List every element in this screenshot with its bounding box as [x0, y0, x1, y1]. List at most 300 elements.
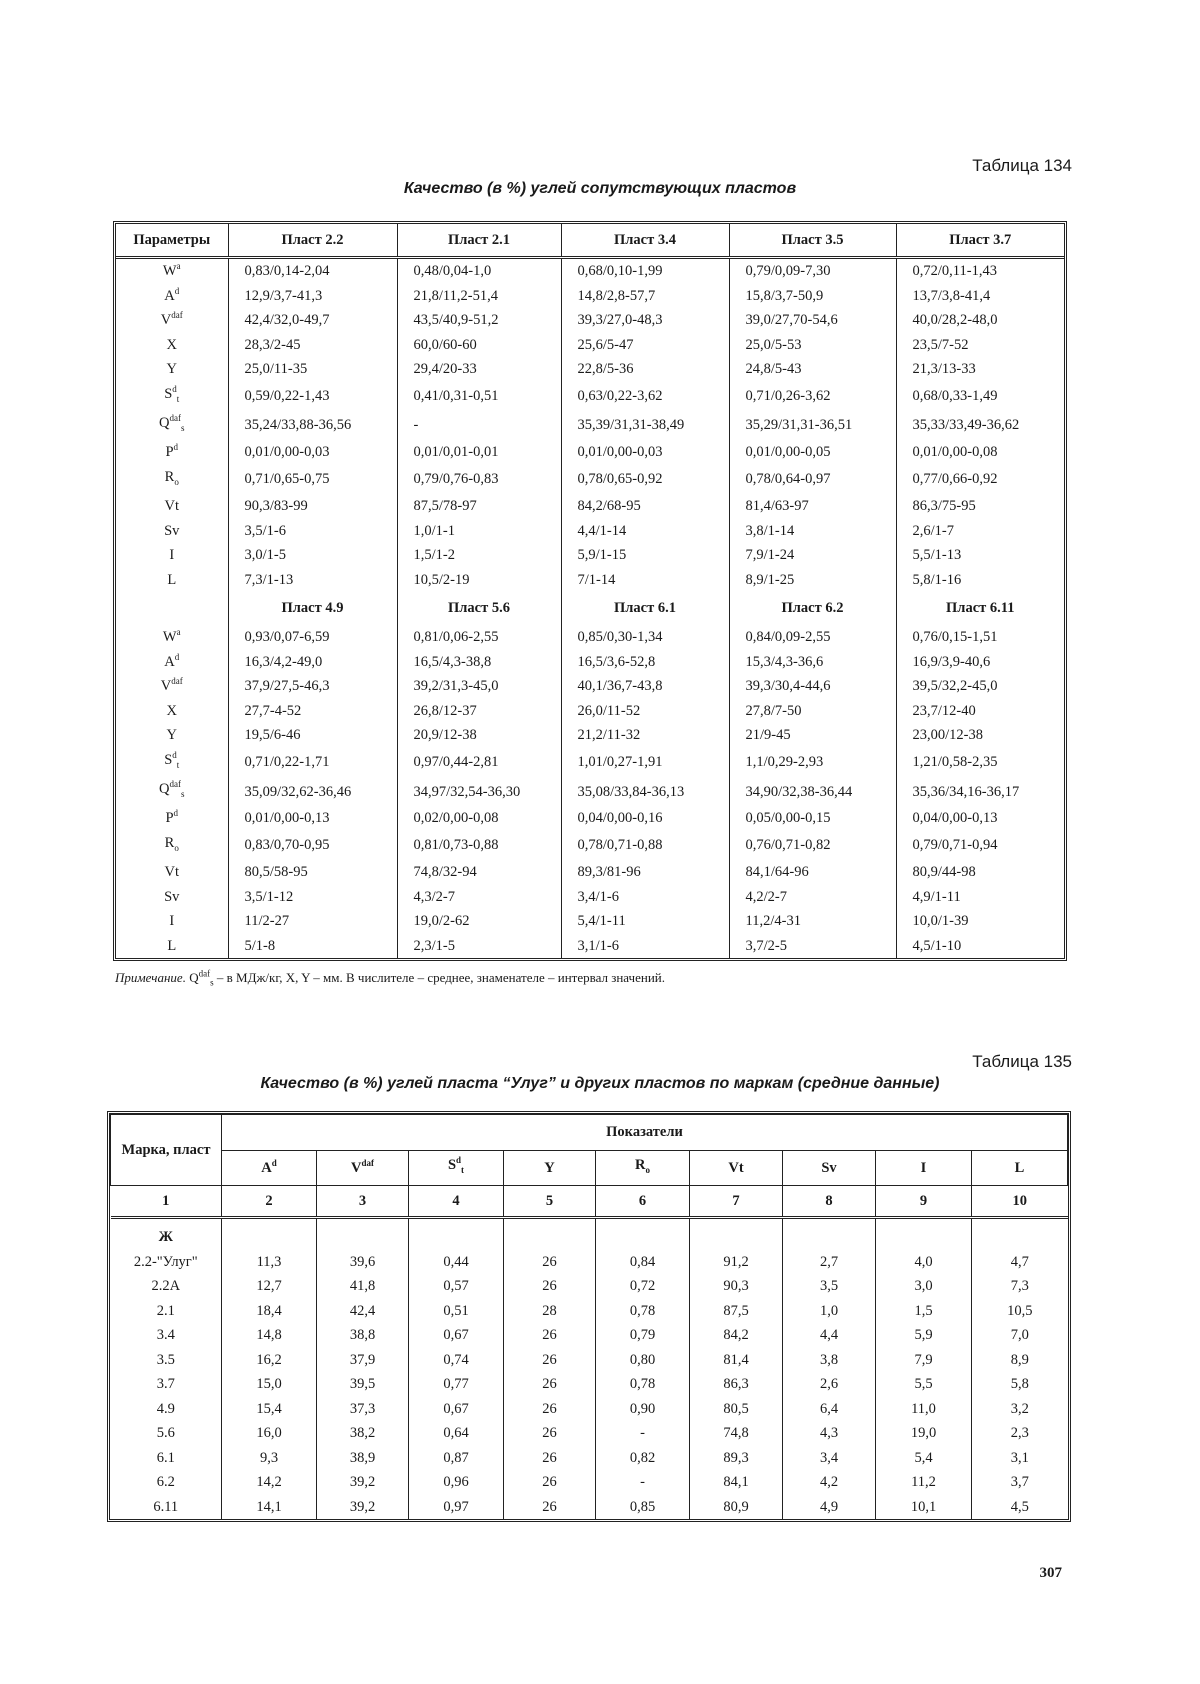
- table-cell: 26: [504, 1446, 596, 1471]
- table-cell: 1,1/0,29-2,93: [729, 748, 896, 777]
- table-cell: 11,0: [876, 1397, 972, 1422]
- grade-group-row: [111, 1218, 1068, 1250]
- table-cell: 89,3/81-96: [561, 860, 729, 885]
- table-cell: 90,3: [690, 1274, 783, 1299]
- param-label: $R_o$: [116, 465, 228, 494]
- table-cell: 8,9/1-25: [729, 568, 896, 593]
- table-cell: 10,1: [876, 1495, 972, 1520]
- table-cell: 14,1: [222, 1495, 317, 1520]
- table-cell: 14,8/2,8-57,7: [561, 284, 729, 309]
- table-cell: 0,71/0,22-1,71: [228, 748, 397, 777]
- table-cell: 35,08/33,84-36,13: [561, 777, 729, 806]
- table-cell: 42,4: [317, 1299, 409, 1324]
- table-cell: 38,8: [317, 1323, 409, 1348]
- table-cell: 1,5: [876, 1299, 972, 1324]
- table-row: [116, 308, 1064, 333]
- table-cell: 26: [504, 1421, 596, 1446]
- table-cell: 0,84: [596, 1250, 690, 1275]
- col-header-indicator: $R_o$: [596, 1150, 690, 1186]
- table-cell: 34,90/32,38-36,44: [729, 777, 896, 806]
- table-row: [116, 748, 1064, 777]
- blank-cell: [317, 1218, 409, 1250]
- table-cell: 0,68/0,33-1,49: [912, 387, 998, 404]
- table-cell: 0,41/0,31-0,51: [397, 382, 561, 411]
- table-cell: 5,4/1-11: [561, 909, 729, 934]
- col-header-indicator: $V^{daf}$: [317, 1150, 409, 1186]
- param-label: X: [116, 333, 228, 358]
- table-cell: 23,7/12-40: [912, 702, 976, 719]
- blank-cell: [876, 1218, 972, 1250]
- table-cell: 37,9/27,5-46,3: [228, 674, 397, 699]
- table-cell: 0,51: [409, 1299, 504, 1324]
- table-cell: 20,9/12-38: [397, 723, 561, 748]
- param-label: $V^{daf}$: [116, 674, 228, 699]
- param-label: $Q^{daf}_s$: [116, 777, 228, 806]
- table-cell: 0,44: [409, 1250, 504, 1275]
- table-cell: 26: [504, 1250, 596, 1275]
- table-cell: 19,5/6-46: [228, 723, 397, 748]
- column-number: 2: [222, 1186, 317, 1218]
- table-cell: 28,3/2-45: [228, 333, 397, 358]
- table-cell: 84,1: [690, 1470, 783, 1495]
- table-row: [116, 806, 1064, 831]
- table-cell: 2,6/1-7: [912, 522, 954, 539]
- table-cell: 91,2: [690, 1250, 783, 1275]
- param-label: Y: [116, 723, 228, 748]
- table-cell: 0,87: [409, 1446, 504, 1471]
- table-row: [116, 777, 1064, 806]
- table-cell: 25,0/11-35: [228, 357, 397, 382]
- table-cell: 26: [504, 1470, 596, 1495]
- table-cell: 84,2/68-95: [561, 494, 729, 519]
- blank-cell: [409, 1218, 504, 1250]
- table-cell: 0,85/0,30-1,34: [561, 625, 729, 650]
- table-cell: 3,2: [1010, 1400, 1029, 1417]
- note-text: – в МДж/кг, X, Y – мм. В числителе – среднее, знаменателе – интервал значений.: [216, 970, 665, 985]
- table-cell: 1,01/0,27-1,91: [561, 748, 729, 777]
- table-cell: -: [596, 1421, 690, 1446]
- column-number: 4: [409, 1186, 504, 1218]
- table-cell: 21/9-45: [729, 723, 896, 748]
- param-label: Vt: [116, 860, 228, 885]
- table-cell: 0,85: [596, 1495, 690, 1520]
- table-cell: 5,9: [876, 1323, 972, 1348]
- table-row: [116, 382, 1064, 411]
- blank-cell: [783, 1218, 876, 1250]
- seam-name: 6.1: [111, 1446, 222, 1471]
- table-row: [116, 831, 1064, 860]
- table-cell: 39,5: [317, 1372, 409, 1397]
- table-cell: 1,21/0,58-2,35: [912, 754, 998, 771]
- table-row: [116, 465, 1064, 494]
- table-cell: 26,0/11-52: [561, 699, 729, 724]
- table-cell: 35,33/33,49-36,62: [912, 417, 1020, 434]
- table-row: [111, 1372, 1068, 1397]
- table-cell: 3,0/1-5: [228, 543, 397, 568]
- table-cell: 40,1/36,7-43,8: [561, 674, 729, 699]
- table-cell: 0,82: [596, 1446, 690, 1471]
- table-cell: 0,01/0,01-0,01: [397, 440, 561, 465]
- param-label: $S^d_t$: [116, 748, 228, 777]
- table-134: [113, 221, 1067, 961]
- subheader-row: [116, 592, 1064, 625]
- table-row: [116, 885, 1064, 910]
- table-cell: 0,71/0,26-3,62: [729, 382, 896, 411]
- table-cell: 21,3/13-33: [912, 361, 976, 377]
- table-cell: 74,8/32-94: [397, 860, 561, 885]
- table-cell: 37,9: [317, 1348, 409, 1373]
- column-number: 8: [783, 1186, 876, 1218]
- table-cell: 7,9/1-24: [729, 543, 896, 568]
- table-cell: 7,3/1-13: [228, 568, 397, 593]
- table-134-note: [115, 970, 665, 988]
- table-cell: 15,4: [222, 1397, 317, 1422]
- table-cell: 16,0: [222, 1421, 317, 1446]
- table-cell: 3,0: [876, 1274, 972, 1299]
- table-row: [116, 650, 1064, 675]
- param-label: I: [116, 543, 228, 568]
- table-cell: 11,3: [222, 1250, 317, 1275]
- table-cell: 5,4: [876, 1446, 972, 1471]
- table-cell: 84,2: [690, 1323, 783, 1348]
- table-cell: 0,04/0,00-0,16: [561, 806, 729, 831]
- column-number-row: [111, 1186, 1068, 1218]
- param-label: $A^d$: [116, 650, 228, 675]
- table-cell: 3,5: [783, 1274, 876, 1299]
- table-cell: 0,05/0,00-0,15: [729, 806, 896, 831]
- table-cell: 9,3: [222, 1446, 317, 1471]
- table-cell: 40,0/28,2-48,0: [912, 312, 998, 328]
- table-cell: 74,8: [690, 1421, 783, 1446]
- table-cell: 4,5/1-10: [912, 937, 962, 954]
- table-cell: 0,78/0,71-0,88: [561, 831, 729, 860]
- table-row: [116, 357, 1064, 382]
- table-cell: 0,59/0,22-1,43: [228, 382, 397, 411]
- table-cell: 0,80: [596, 1348, 690, 1373]
- param-label: L: [116, 934, 228, 959]
- param-label: $S^d_t$: [116, 382, 228, 411]
- table-cell: 5,9/1-15: [561, 543, 729, 568]
- table-row: [116, 440, 1064, 465]
- table-cell: 0,01/0,00-0,05: [729, 440, 896, 465]
- table-cell: 26,8/12-37: [397, 699, 561, 724]
- table-row: [116, 494, 1064, 519]
- table-cell: 0,90: [596, 1397, 690, 1422]
- col-header-indicator: Y: [504, 1150, 596, 1186]
- blank-cell: [690, 1218, 783, 1250]
- table-cell: 10,5: [1007, 1302, 1033, 1319]
- param-label: $P^d$: [116, 440, 228, 465]
- table-row: [116, 674, 1064, 699]
- table-cell: 0,78: [596, 1372, 690, 1397]
- table-cell: 5,8/1-16: [912, 571, 962, 588]
- table-cell: 90,3/83-99: [228, 494, 397, 519]
- table-cell: 0,64: [409, 1421, 504, 1446]
- table-cell: 16,5/3,6-52,8: [561, 650, 729, 675]
- table-cell: 39,3/27,0-48,3: [561, 308, 729, 333]
- table-cell: 12,7: [222, 1274, 317, 1299]
- table-cell: 0,68/0,10-1,99: [561, 258, 729, 284]
- table-cell: 21,8/11,2-51,4: [397, 284, 561, 309]
- param-label: $A^d$: [116, 284, 228, 309]
- column-number: 6: [596, 1186, 690, 1218]
- table-cell: 14,8: [222, 1323, 317, 1348]
- table-cell: 7,3: [1010, 1278, 1029, 1294]
- table-row: [116, 284, 1064, 309]
- table-cell: 2,3/1-5: [397, 934, 561, 959]
- col-header-indicator: L: [972, 1150, 1068, 1186]
- table-cell: 39,3/30,4-44,6: [729, 674, 896, 699]
- col-header-seam: Пласт 2.2: [228, 224, 397, 258]
- note-label: Примечание.: [115, 970, 186, 985]
- col-header-indicator: I: [876, 1150, 972, 1186]
- table-cell: 0,67: [409, 1397, 504, 1422]
- table-cell: 26: [504, 1348, 596, 1373]
- table-cell: 0,77: [409, 1372, 504, 1397]
- table-cell: -: [596, 1470, 690, 1495]
- column-number: 5: [504, 1186, 596, 1218]
- table-cell: 3,7/2-5: [729, 934, 896, 959]
- table-cell: 0,97/0,44-2,81: [397, 748, 561, 777]
- table-135-label: Таблица 135: [972, 1052, 1072, 1071]
- table-cell: 26: [504, 1274, 596, 1299]
- blank-cell: [596, 1218, 690, 1250]
- table-cell: 8,9: [1010, 1351, 1029, 1368]
- table-cell: 80,5: [690, 1397, 783, 1422]
- table-cell: 60,0/60-60: [397, 333, 561, 358]
- col-header-seam: Пласт 3.5: [729, 224, 896, 258]
- table-cell: 0,83/0,70-0,95: [228, 831, 397, 860]
- table-cell: 35,39/31,31-38,49: [561, 411, 729, 440]
- table-cell: 81,4: [690, 1348, 783, 1373]
- table-cell: 4,3: [783, 1421, 876, 1446]
- table-cell: 35,29/31,31-36,51: [729, 411, 896, 440]
- table-cell: 4,4/1-14: [561, 519, 729, 544]
- seam-name: 6.11: [111, 1495, 222, 1520]
- seam-name: 3.4: [111, 1323, 222, 1348]
- column-number: 10: [972, 1186, 1068, 1218]
- table-cell: 3,4: [783, 1446, 876, 1471]
- table-cell: 1,5/1-2: [397, 543, 561, 568]
- table-cell: 0,81/0,06-2,55: [397, 625, 561, 650]
- table-cell: 23,5/7-52: [912, 336, 969, 353]
- table-cell: 13,7/3,8-41,4: [912, 287, 991, 304]
- table-cell: 3,8: [783, 1348, 876, 1373]
- table-cell: 4,4: [783, 1323, 876, 1348]
- table-cell: 15,3/4,3-36,6: [729, 650, 896, 675]
- seam-name: 2.1: [111, 1299, 222, 1324]
- table-cell: 11,2/4-31: [729, 909, 896, 934]
- table-cell: 0,77/0,66-0,92: [912, 471, 998, 488]
- table-cell: 0,78: [596, 1299, 690, 1324]
- table-cell: 41,8: [317, 1274, 409, 1299]
- table-cell: 1,0: [783, 1299, 876, 1324]
- blank-cell: [222, 1218, 317, 1250]
- table-cell: 12,9/3,7-41,3: [228, 284, 397, 309]
- table-cell: -: [397, 411, 561, 440]
- table-cell: 16,3/4,2-49,0: [228, 650, 397, 675]
- param-label: Sv: [116, 885, 228, 910]
- table-cell: 21,2/11-32: [561, 723, 729, 748]
- table-row: [116, 411, 1064, 440]
- table-cell: 3,8/1-14: [729, 519, 896, 544]
- param-label: Y: [116, 357, 228, 382]
- param-label: $R_o$: [116, 831, 228, 860]
- table-cell: 3,5/1-12: [228, 885, 397, 910]
- param-label: L: [116, 568, 228, 593]
- table-cell: 4,3/2-7: [397, 885, 561, 910]
- table-cell: 0,01/0,00-0,08: [912, 444, 998, 461]
- seam-name: 4.9: [111, 1397, 222, 1422]
- col-header-indicator: Sv: [783, 1150, 876, 1186]
- table-cell: 25,0/5-53: [729, 333, 896, 358]
- table-cell: 5/1-8: [228, 934, 397, 959]
- subheader-seam: Пласт 5.6: [397, 592, 561, 625]
- seam-name: 3.7: [111, 1372, 222, 1397]
- table-cell: 38,2: [317, 1421, 409, 1446]
- table-row: [116, 568, 1064, 593]
- table-cell: 0,78/0,65-0,92: [561, 465, 729, 494]
- seam-name: 5.6: [111, 1421, 222, 1446]
- table-cell: 16,5/4,3-38,8: [397, 650, 561, 675]
- table-cell: 4,9/1-11: [912, 888, 961, 905]
- table-cell: 43,5/40,9-51,2: [397, 308, 561, 333]
- table-row: [116, 519, 1064, 544]
- table-cell: 0,79: [596, 1323, 690, 1348]
- table-cell: 0,01/0,00-0,03: [228, 440, 397, 465]
- table-row: [111, 1397, 1068, 1422]
- table-cell: 87,5/78-97: [397, 494, 561, 519]
- table-cell: 2,3: [1010, 1425, 1029, 1441]
- table-cell: 0,01/0,00-0,03: [561, 440, 729, 465]
- table-cell: 0,74: [409, 1348, 504, 1373]
- table-cell: 15,8/3,7-50,9: [729, 284, 896, 309]
- subheader-seam: Пласт 6.2: [729, 592, 896, 625]
- table-cell: 39,2: [317, 1495, 409, 1520]
- table-cell: 7,9: [876, 1348, 972, 1373]
- table-row: [111, 1274, 1068, 1299]
- table-cell: 19,0/2-62: [397, 909, 561, 934]
- table-cell: 39,2: [317, 1470, 409, 1495]
- table-cell: 0,57: [409, 1274, 504, 1299]
- table-cell: 4,7: [1010, 1253, 1029, 1270]
- table-cell: 6,4: [783, 1397, 876, 1422]
- col-header-params: Параметры: [116, 224, 228, 258]
- table-cell: 16,9/3,9-40,6: [912, 653, 991, 670]
- blank-cell: [504, 1218, 596, 1250]
- table-cell: 3,4/1-6: [561, 885, 729, 910]
- table-cell: 0,79/0,09-7,30: [729, 258, 896, 284]
- table-row: [111, 1323, 1068, 1348]
- table-cell: 0,04/0,00-0,13: [912, 810, 998, 827]
- table-135: [107, 1111, 1071, 1522]
- table-cell: 86,3: [690, 1372, 783, 1397]
- table-cell: 5,5: [876, 1372, 972, 1397]
- table-cell: 26: [504, 1372, 596, 1397]
- table-cell: 0,67: [409, 1323, 504, 1348]
- table-cell: 0,48/0,04-1,0: [397, 258, 561, 284]
- param-label: X: [116, 699, 228, 724]
- col-header-seam: Пласт 2.1: [397, 224, 561, 258]
- table-cell: 35,09/32,62-36,46: [228, 777, 397, 806]
- table-row: [116, 934, 1064, 959]
- table-cell: 5,8: [1010, 1376, 1029, 1392]
- table-row: [116, 543, 1064, 568]
- table-row: [116, 699, 1064, 724]
- seam-name: 2.2A: [111, 1274, 222, 1299]
- param-label: $V^{daf}$: [116, 308, 228, 333]
- table-cell: 28: [504, 1299, 596, 1324]
- table-cell: 80,5/58-95: [228, 860, 397, 885]
- col-header-seam: Пласт 3.4: [561, 224, 729, 258]
- page-number: 307: [1039, 1565, 1062, 1581]
- table-cell: 26: [504, 1397, 596, 1422]
- table-row: [116, 909, 1064, 934]
- table-cell: 29,4/20-33: [397, 357, 561, 382]
- table-cell: 0,78/0,64-0,97: [729, 465, 896, 494]
- table-cell: 23,00/12-38: [912, 727, 983, 744]
- table-cell: 35,36/34,16-36,17: [912, 783, 1020, 800]
- table-cell: 7/1-14: [561, 568, 729, 593]
- table-cell: 4,5: [1010, 1498, 1029, 1515]
- table-cell: 27,7-4-52: [228, 699, 397, 724]
- seam-name: 6.2: [111, 1470, 222, 1495]
- table-cell: 0,76/0,71-0,82: [729, 831, 896, 860]
- table-cell: 87,5: [690, 1299, 783, 1324]
- table-cell: 86,3/75-95: [912, 498, 976, 515]
- table-cell: 0,84/0,09-2,55: [729, 625, 896, 650]
- table-cell: 0,97: [409, 1495, 504, 1520]
- table-cell: 3,5/1-6: [228, 519, 397, 544]
- table-row: [116, 723, 1064, 748]
- param-label: $Q^{daf}_s$: [116, 411, 228, 440]
- table-row: [116, 625, 1064, 650]
- table-cell: 0,72/0,11-1,43: [912, 263, 997, 279]
- table-cell: 7,0: [1010, 1327, 1029, 1343]
- blank-cell: [116, 592, 228, 625]
- table-cell: 0,01/0,00-0,13: [228, 806, 397, 831]
- param-label: $P^d$: [116, 806, 228, 831]
- column-number: 1: [111, 1186, 222, 1218]
- table-row: [111, 1446, 1068, 1471]
- table-row: [116, 333, 1064, 358]
- table-cell: 42,4/32,0-49,7: [228, 308, 397, 333]
- table-cell: 5,5/1-13: [912, 547, 962, 564]
- column-number: 7: [690, 1186, 783, 1218]
- table-cell: 0,81/0,73-0,88: [397, 831, 561, 860]
- table-cell: 27,8/7-50: [729, 699, 896, 724]
- table-cell: 0,76/0,15-1,51: [912, 629, 998, 646]
- table-cell: 19,0: [876, 1421, 972, 1446]
- table-cell: 39,5/32,2-45,0: [912, 678, 998, 695]
- table-cell: 18,4: [222, 1299, 317, 1324]
- table-row: [111, 1470, 1068, 1495]
- table-cell: 0,83/0,14-2,04: [228, 258, 397, 284]
- group-header-indicators: Показатели: [222, 1115, 1068, 1151]
- col-header-indicator: Vt: [690, 1150, 783, 1186]
- table-cell: 0,63/0,22-3,62: [561, 382, 729, 411]
- table-cell: 4,9: [783, 1495, 876, 1520]
- table-cell: 24,8/5-43: [729, 357, 896, 382]
- column-number: 3: [317, 1186, 409, 1218]
- table-row: [111, 1421, 1068, 1446]
- param-label: $W^a$: [116, 258, 228, 284]
- table-cell: 2,7: [783, 1250, 876, 1275]
- table-cell: 81,4/63-97: [729, 494, 896, 519]
- table-cell: 80,9: [690, 1495, 783, 1520]
- table-row: [116, 258, 1064, 284]
- table-row: [111, 1348, 1068, 1373]
